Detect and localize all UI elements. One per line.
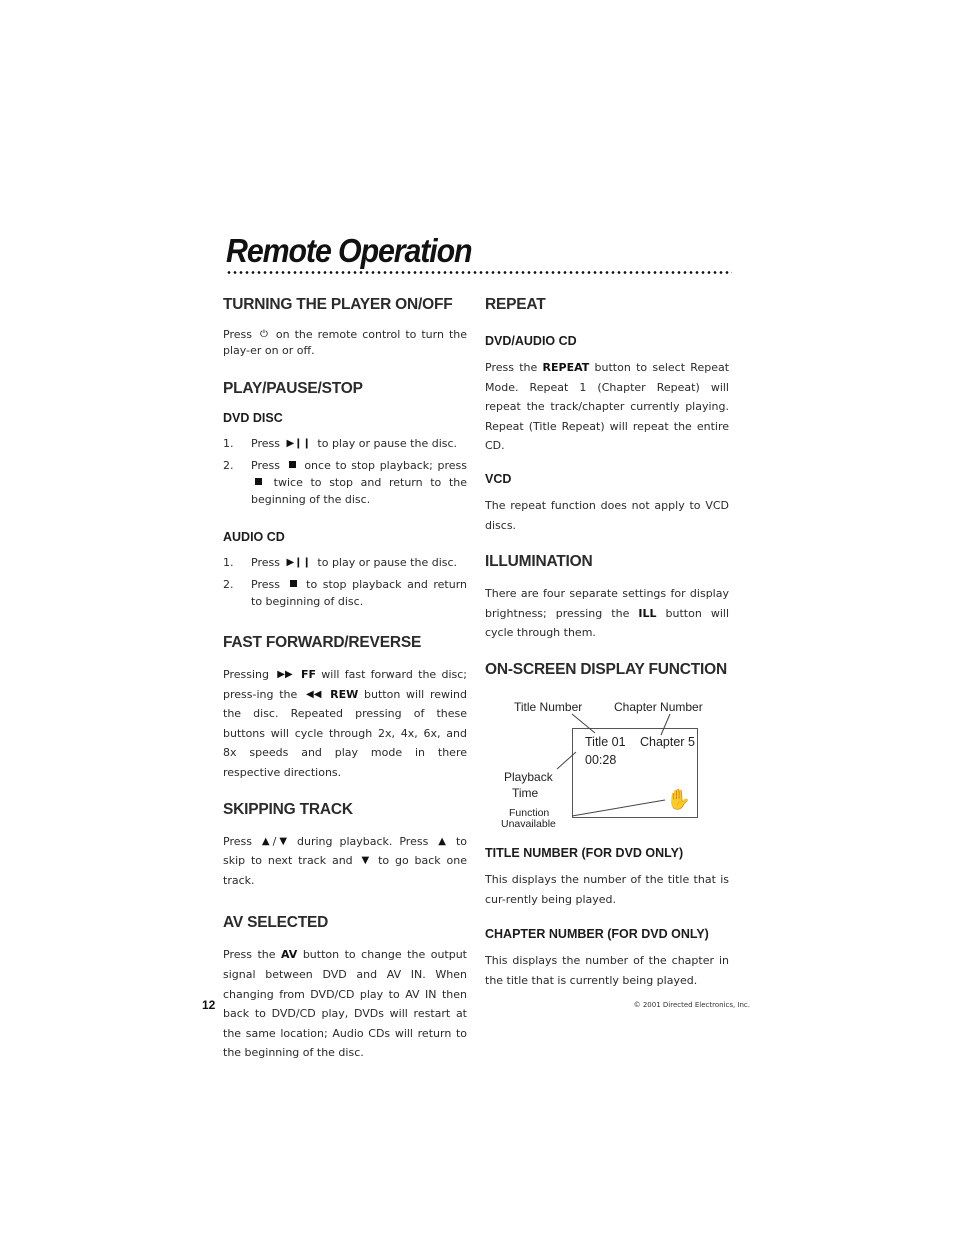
osd-diagram	[485, 692, 729, 832]
list-item	[223, 457, 467, 508]
list-text: to play or pause the disc.	[317, 437, 458, 450]
osd-chapter-value: Chapter 5	[640, 734, 695, 749]
heading-skipping-track: SKIPPING TRACK	[223, 800, 353, 818]
right-column	[485, 296, 729, 1008]
label-title-number: Title Number	[514, 699, 583, 714]
leader-line-playback	[557, 752, 576, 769]
heading-turning-on-off: TURNING THE PLAYER ON/OFF	[223, 296, 453, 313]
heading-on-screen-display: ON-SCREEN DISPLAY FUNCTION	[485, 660, 727, 678]
chapter-number-text: This displays the number of the chapter in the title that is currently being played.	[485, 954, 729, 987]
illumination-text	[485, 584, 729, 643]
skip-text	[223, 832, 467, 891]
ff-text-2: will fast forward the disc; press-ing the	[223, 668, 468, 701]
av-button-label: AV	[281, 948, 298, 962]
subheading-chapter-number: CHAPTER NUMBER (FOR DVD ONLY)	[485, 927, 709, 942]
section-skipping-track	[223, 801, 467, 891]
section-on-screen-display	[485, 661, 729, 832]
vcd-text: The repeat function does not apply to VCD discs.	[485, 498, 729, 532]
turning-text	[223, 327, 467, 358]
list-text: to stop playback and return to beginning of disc.	[251, 578, 468, 608]
skip-text-2: during playback. Press	[297, 834, 429, 848]
section-turning-on-off	[223, 296, 467, 358]
list-number: 1.	[223, 556, 234, 569]
label-chapter-number: Chapter Number	[614, 699, 703, 714]
skip-text-4: to go back one track.	[223, 854, 468, 887]
list-number: 2.	[223, 459, 234, 472]
repeat-text-1: Press the	[485, 361, 538, 374]
list-text: Press	[251, 578, 280, 591]
audio-steps	[223, 554, 467, 610]
section-av-selected	[223, 914, 467, 1063]
leader-line-title	[572, 714, 595, 733]
ff-text	[223, 665, 467, 783]
page-title: Remote Operation	[226, 232, 472, 269]
skip-text-3: to skip to next track and	[223, 834, 467, 868]
list-text: Press	[251, 556, 280, 569]
fast-forward-icon: ▶▶	[277, 669, 293, 680]
leader-line-function	[572, 800, 665, 816]
section-illumination	[485, 553, 729, 643]
section-repeat	[485, 296, 729, 535]
section-play-pause-stop	[223, 380, 467, 610]
rewind-icon: ◀◀	[306, 688, 322, 700]
play-pause-icon: ▶❙❙	[286, 438, 311, 449]
label-time: Time	[512, 785, 539, 800]
up-arrow-icon: ▲	[438, 835, 446, 847]
section-title-number	[485, 846, 729, 909]
repeat-text	[485, 358, 729, 456]
heading-play-pause-stop: PLAY/PAUSE/STOP	[223, 380, 363, 397]
osd-title-value: Title 01	[585, 734, 626, 749]
av-text	[223, 945, 467, 1063]
label-unavailable: Unavailable	[501, 817, 556, 830]
power-icon: ⏻	[259, 329, 268, 340]
down-arrow-icon: ▼	[279, 835, 288, 847]
stop-icon	[289, 461, 296, 468]
left-column	[223, 296, 467, 1081]
ff-button-label: FF	[300, 668, 316, 681]
dvd-steps	[223, 435, 467, 508]
hand-icon: ✋	[666, 788, 691, 811]
slash-glyph: /	[272, 834, 277, 848]
list-number: 1.	[223, 437, 234, 450]
subheading-vcd: VCD	[485, 471, 512, 486]
repeat-text-2: button to select Repeat Mode. Repeat 1 (Chapter Repeat) will repeat the track/chapter currently playing. Repeat (Title Repeat) will repeat the entire CD.	[485, 361, 730, 453]
diagram-leader-lines	[485, 692, 729, 832]
list-item	[223, 576, 467, 610]
heading-av-selected: AV SELECTED	[223, 914, 329, 932]
leader-line-chapter	[661, 714, 670, 735]
ff-text-3: button will rewind the disc. Repeated pressing of these buttons will cycle through 2x, 4x, 6x, and 8x speeds and play mode in there respective directions.	[223, 687, 468, 779]
up-arrow-icon: ▲	[261, 835, 270, 847]
section-fast-forward-reverse	[223, 634, 467, 783]
dotted-rule	[226, 270, 732, 275]
illum-text-1: There are four separate settings for display brightness; pressing the	[485, 587, 729, 620]
list-item	[223, 554, 467, 571]
list-item	[223, 435, 467, 452]
av-text-1: Press the	[223, 948, 276, 962]
stop-icon	[255, 478, 262, 485]
heading-fast-forward-reverse: FAST FORWARD/REVERSE	[223, 634, 422, 651]
subheading-title-number: TITLE NUMBER (FOR DVD ONLY)	[485, 845, 684, 860]
av-text-2: button to change the output signal between DVD and AV IN. When changing from DVD/CD play to AV IN then back to DVD/CD play, DVDs will restart at the same location; Audio CDs will return to the beginning of the disc.	[223, 948, 467, 1060]
illum-text-2: button will cycle through them.	[485, 606, 729, 640]
subheading-audio-cd: AUDIO CD	[223, 530, 285, 544]
subheading-dvd-disc: DVD DISC	[223, 411, 283, 425]
list-text: Press	[251, 437, 280, 450]
rew-button-label: REW	[330, 687, 359, 701]
section-chapter-number	[485, 927, 729, 990]
list-text: once to stop playback; press	[304, 459, 467, 472]
subheading-dvd-audio-cd: DVD/AUDIO CD	[485, 334, 577, 348]
stop-icon	[290, 580, 297, 587]
list-text: to play or pause the disc.	[317, 556, 458, 569]
skip-text-1: Press	[223, 834, 252, 848]
heading-repeat: REPEAT	[485, 296, 546, 313]
turning-text-before: Press	[223, 328, 252, 341]
title-number-text: This displays the number of the title that is cur-rently being played.	[485, 872, 729, 906]
ff-text-1: Pressing	[223, 668, 269, 681]
down-arrow-icon: ▼	[361, 855, 370, 867]
list-text: Press	[251, 459, 280, 472]
repeat-button-label: REPEAT	[542, 361, 590, 374]
list-text: twice to stop and return to the beginning of the disc.	[251, 476, 467, 506]
label-function: Function	[509, 806, 550, 819]
copyright: © 2001 Directed Electronics, Inc.	[633, 1001, 750, 1009]
page-number: 12	[202, 998, 216, 1012]
label-playback: Playback	[504, 769, 553, 784]
play-pause-icon: ▶❙❙	[286, 557, 311, 568]
list-number: 2.	[223, 578, 234, 591]
turning-text-after: on the remote control to turn the play-er on or off.	[223, 328, 467, 357]
osd-time-value: 00:28	[585, 752, 617, 767]
heading-illumination: ILLUMINATION	[485, 553, 593, 571]
ill-button-label: ILL	[638, 606, 657, 620]
